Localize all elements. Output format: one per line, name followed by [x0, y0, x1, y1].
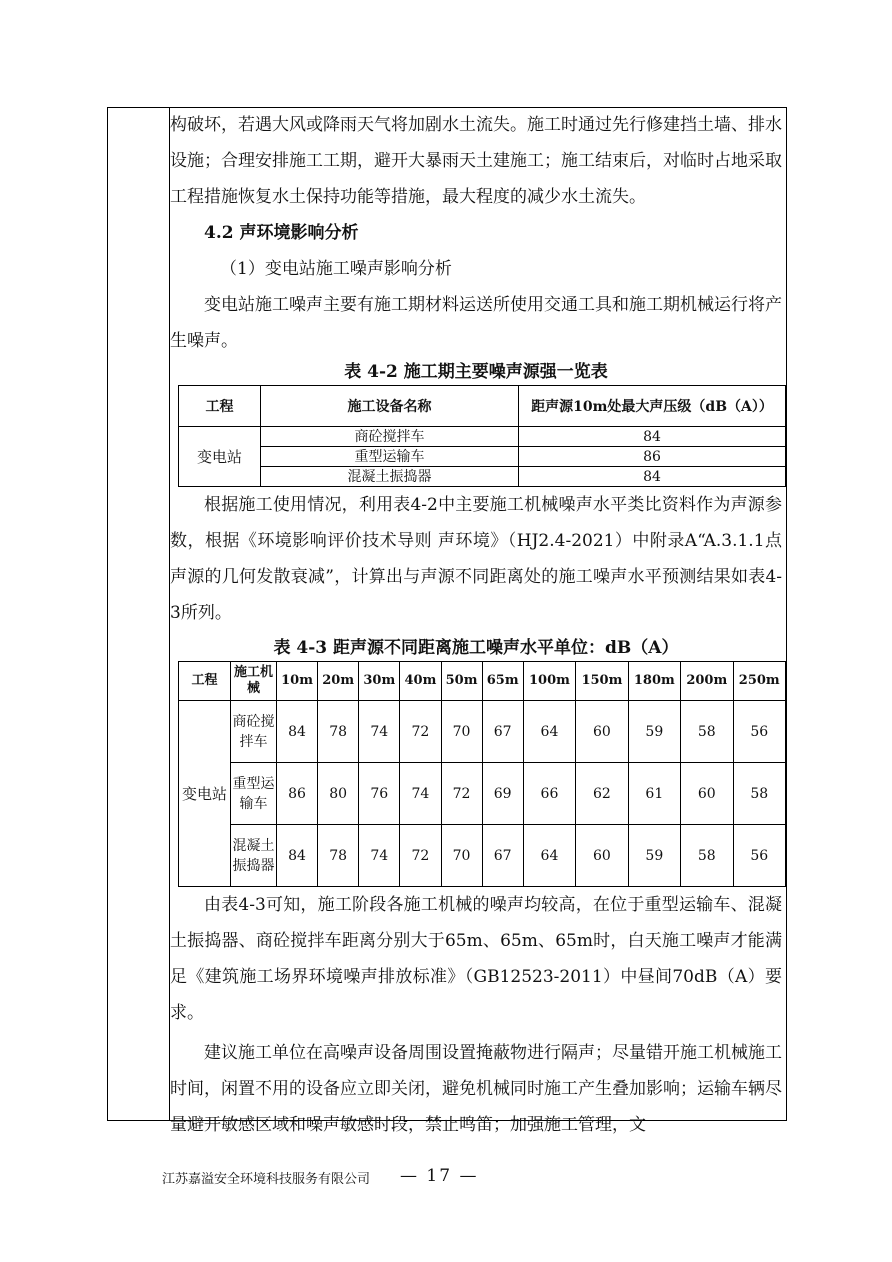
table-header-cell: 施工设备名称	[261, 386, 519, 427]
value-cell: 64	[523, 825, 575, 887]
value-cell: 74	[359, 825, 400, 887]
table-header-cell: 40m	[400, 662, 441, 701]
value-cell: 72	[400, 825, 441, 887]
table-header-cell: 10m	[277, 662, 318, 701]
paragraph-1: 构破坏，若遇大风或降雨天气将加剧水土流失。施工时通过先行修建挡土墙、排水设施；合理安排施工工期，避开大暴雨天土建施工；施工结束后，对临时占地采取工程措施恢复水土保持功能等措施，最大程度的减少水土流失。	[170, 115, 782, 207]
value-cell: 60	[576, 825, 628, 887]
value-cell: 59	[628, 825, 680, 887]
value-cell: 58	[681, 701, 733, 763]
value-cell: 67	[482, 701, 523, 763]
table-row	[179, 467, 786, 487]
paragraph-3: 根据施工使用情况，利用表4-2中主要施工机械噪声水平类比资料作为声源参数，根据《环境影响评价技术导则 声环境》（HJ2.4-2021）中附录A“A.3.1.1点声源的几何发散衰减”，计算出与声源不同距离处的施工噪声水平预测结果如表4-3所列。	[170, 495, 782, 623]
table-row	[179, 701, 786, 763]
value-cell: 86	[277, 763, 318, 825]
value-cell: 84	[519, 427, 786, 447]
table-header-row	[179, 386, 786, 427]
project-cell: 变电站	[179, 427, 261, 487]
table-header-cell: 施工机械	[231, 662, 277, 701]
equipment-cell: 重型运输车	[261, 447, 519, 467]
paragraph-5: 建议施工单位在高噪声设备周围设置掩蔽物进行隔声；尽量错开施工机械施工时间，闲置不用的设备应立即关闭，避免机械同时施工产生叠加影响；运输车辆尽量避开敏感区域和噪声敏感时段，禁止鸣笛；加强施工管理，文	[170, 1043, 782, 1135]
table-header-cell: 工程	[179, 386, 261, 427]
value-cell: 62	[576, 763, 628, 825]
value-cell: 84	[277, 825, 318, 887]
project-cell: 变电站	[179, 701, 231, 887]
value-cell: 80	[318, 763, 359, 825]
equipment-cell: 商砼搅拌车	[261, 427, 519, 447]
value-cell: 67	[482, 825, 523, 887]
page-number: — 17 —	[400, 1166, 479, 1186]
value-cell: 84	[277, 701, 318, 763]
value-cell: 64	[523, 701, 575, 763]
table-4-2-caption: 表 4-2 施工期主要噪声源强一览表	[344, 362, 608, 382]
value-cell: 60	[681, 763, 733, 825]
table-header-cell: 100m	[523, 662, 575, 701]
value-cell: 58	[681, 825, 733, 887]
machine-cell: 混凝土振捣器	[231, 825, 277, 887]
value-cell: 72	[400, 701, 441, 763]
equipment-cell: 混凝土振捣器	[261, 467, 519, 487]
table-4-2	[178, 385, 786, 487]
value-cell: 60	[576, 701, 628, 763]
paragraph-4: 由表4-3可知，施工阶段各施工机械的噪声均较高，在位于重型运输车、混凝土振捣器、商砼搅拌车距离分别大于65m、65m、65m时，白天施工噪声才能满足《建筑施工场界环境噪声排放标准》（GB12523-2011）中昼间70dB（A）要求。	[170, 895, 782, 1023]
section-heading-4-2: 4.2 声环境影响分析	[204, 223, 359, 243]
value-cell: 61	[628, 763, 680, 825]
value-cell: 58	[733, 763, 786, 825]
table-header-cell: 180m	[628, 662, 680, 701]
value-cell: 59	[628, 701, 680, 763]
table-4-3	[178, 661, 786, 887]
table-row	[179, 763, 786, 825]
table-header-cell: 20m	[318, 662, 359, 701]
value-cell: 86	[519, 447, 786, 467]
machine-cell: 商砼搅拌车	[231, 701, 277, 763]
table-4-3-caption: 表 4-3 距声源不同距离施工噪声水平单位：dB（A）	[273, 638, 679, 658]
value-cell: 84	[519, 467, 786, 487]
table-header-cell: 50m	[441, 662, 482, 701]
value-cell: 78	[318, 825, 359, 887]
table-row	[179, 427, 786, 447]
main-content	[170, 107, 782, 1143]
value-cell: 56	[733, 701, 786, 763]
subheading-1: （1）变电站施工噪声影响分析	[220, 259, 452, 279]
table-header-cell: 65m	[482, 662, 523, 701]
table-row	[179, 825, 786, 887]
table-header-cell: 250m	[733, 662, 786, 701]
value-cell: 76	[359, 763, 400, 825]
company-footer: 江苏嘉溢安全环境科技服务有限公司	[162, 1172, 371, 1187]
table-header-cell: 距声源10m处最大声压级（dB（A））	[519, 386, 786, 427]
table-header-row	[179, 662, 786, 701]
value-cell: 56	[733, 825, 786, 887]
table-row	[179, 447, 786, 467]
table-header-cell: 200m	[681, 662, 733, 701]
value-cell: 70	[441, 701, 482, 763]
value-cell: 70	[441, 825, 482, 887]
value-cell: 66	[523, 763, 575, 825]
value-cell: 78	[318, 701, 359, 763]
table-header-cell: 150m	[576, 662, 628, 701]
paragraph-2: 变电站施工噪声主要有施工期材料运送所使用交通工具和施工期机械运行将产生噪声。	[170, 295, 782, 351]
machine-cell: 重型运输车	[231, 763, 277, 825]
table-header-cell: 工程	[179, 662, 231, 701]
value-cell: 74	[359, 701, 400, 763]
table-header-cell: 30m	[359, 662, 400, 701]
value-cell: 69	[482, 763, 523, 825]
value-cell: 74	[400, 763, 441, 825]
value-cell: 72	[441, 763, 482, 825]
